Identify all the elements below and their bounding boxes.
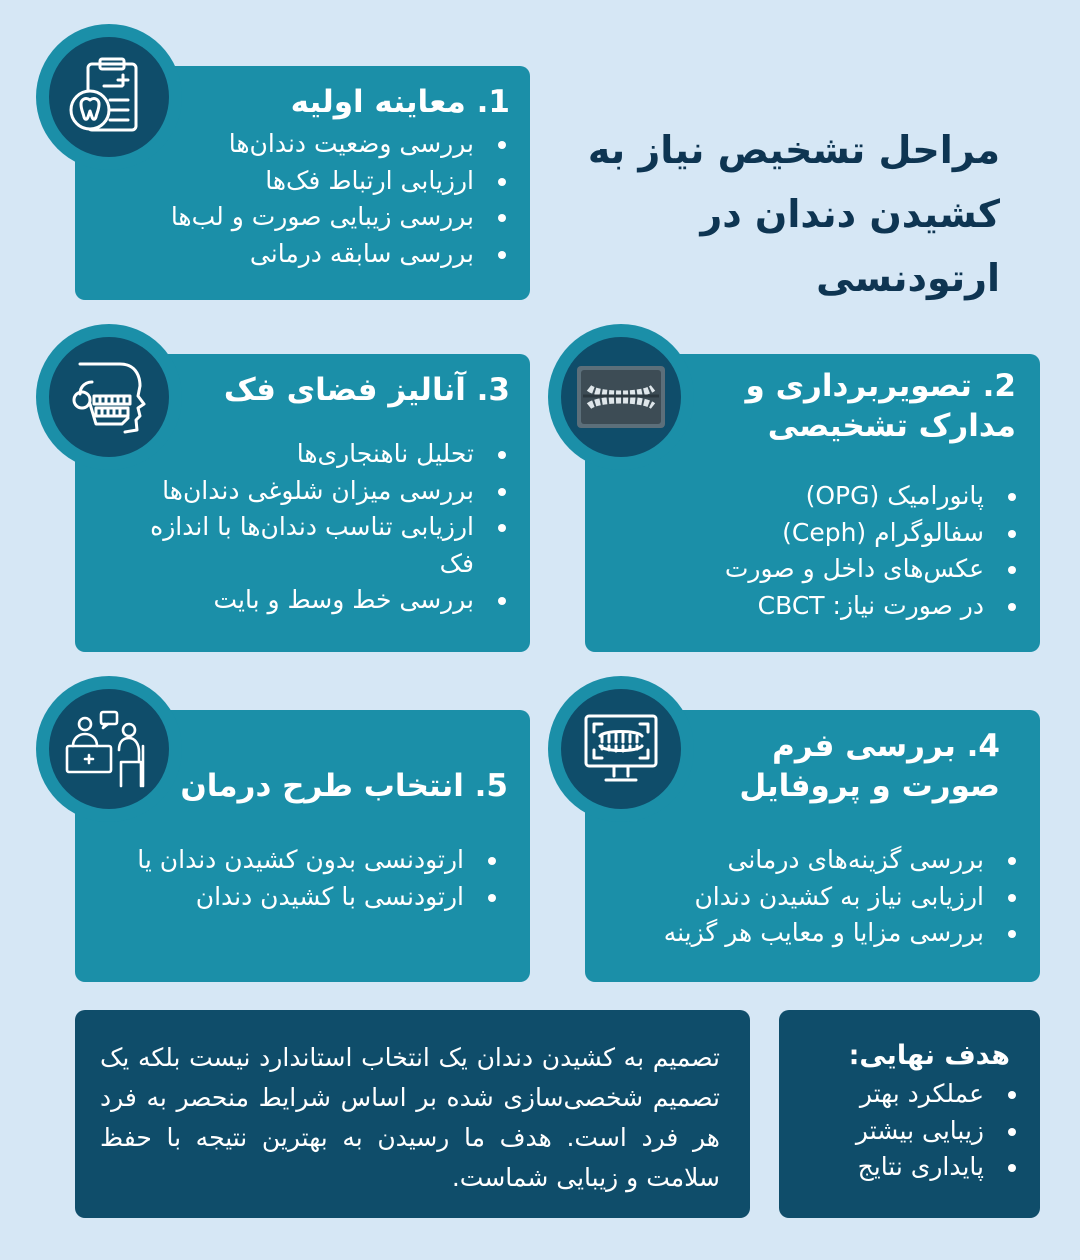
list-item: ارزیابی تناسب دندان‌ها با اندازه فک xyxy=(110,509,510,582)
step-4-title: 4. بررسی فرم صورت و پروفایل xyxy=(739,728,1000,804)
list-item: بررسی سابقه درمانی xyxy=(110,236,510,273)
step-2-list xyxy=(620,478,1020,624)
list-item: تحلیل ناهنجاری‌ها xyxy=(110,436,510,473)
list-item: ارتودنسی با کشیدن دندان xyxy=(100,879,500,916)
dental-clipboard-icon xyxy=(66,54,152,140)
step-4-list xyxy=(600,842,1020,952)
step-5-badge xyxy=(36,676,182,822)
goal-list xyxy=(790,1076,1020,1186)
list-item: ارزیابی ارتباط فک‌ها xyxy=(110,163,510,200)
list-item: زیبایی بیشتر xyxy=(790,1113,1020,1150)
list-item: عملکرد بهتر xyxy=(790,1076,1020,1113)
summary-note: تصمیم به کشیدن دندان یک انتخاب استاندارد نیست بلکه یک تصمیم شخصی‌سازی شده بر اساس شرایط منحصر به فرد هر فرد است. هدف ما رسیدن به بهترین نتیجه با حفظ سلامت و زیبایی شماست. xyxy=(100,1043,720,1192)
goal-card xyxy=(779,1010,1040,1218)
step-3-list xyxy=(110,436,510,619)
step-5-list xyxy=(100,842,500,915)
step-5-title: 5. انتخاب طرح درمان xyxy=(180,768,508,804)
list-item: پایداری نتایج xyxy=(790,1149,1020,1186)
list-item: بررسی مزایا و معایب هر گزینه xyxy=(600,915,1020,952)
jaw-profile-icon xyxy=(64,352,154,442)
step-4-badge xyxy=(548,676,694,822)
step-3-badge xyxy=(36,324,182,470)
list-item: سفالوگرام (Ceph) xyxy=(620,515,1020,552)
step-2-title: 2. تصویربرداری و مدارک تشخیصی xyxy=(745,368,1016,444)
panoramic-xray-icon xyxy=(575,362,667,432)
step-1-badge xyxy=(36,24,182,170)
goal-title: هدف نهایی: xyxy=(848,1040,1010,1071)
step-2-badge xyxy=(548,324,694,470)
teeth-scan-monitor-icon xyxy=(578,706,664,792)
list-item: ارزیابی نیاز به کشیدن دندان xyxy=(600,879,1020,916)
list-item: عکس‌های داخل و صورت xyxy=(620,551,1020,588)
list-item: بررسی خط وسط و بایت xyxy=(110,582,510,619)
list-item: در صورت نیاز: CBCT xyxy=(620,588,1020,625)
summary-note-card xyxy=(75,1010,750,1218)
list-item: بررسی وضعیت دندان‌ها xyxy=(110,126,510,163)
step-1-title: 1. معاینه اولیه xyxy=(290,84,510,120)
list-item: بررسی گزینه‌های درمانی xyxy=(600,842,1020,879)
list-item: ارتودنسی بدون کشیدن دندان یا xyxy=(100,842,500,879)
page-title: مراحل تشخیص نیاز به کشیدن دندان در ارتودنسی xyxy=(587,128,1000,300)
list-item: پانورامیک (OPG) xyxy=(620,478,1020,515)
list-item: بررسی میزان شلوغی دندان‌ها xyxy=(110,473,510,510)
step-3-title: 3. آنالیز فضای فک xyxy=(223,372,510,408)
consultation-icon xyxy=(63,706,155,792)
step-1-list xyxy=(110,126,510,272)
list-item: بررسی زیبایی صورت و لب‌ها xyxy=(110,199,510,236)
